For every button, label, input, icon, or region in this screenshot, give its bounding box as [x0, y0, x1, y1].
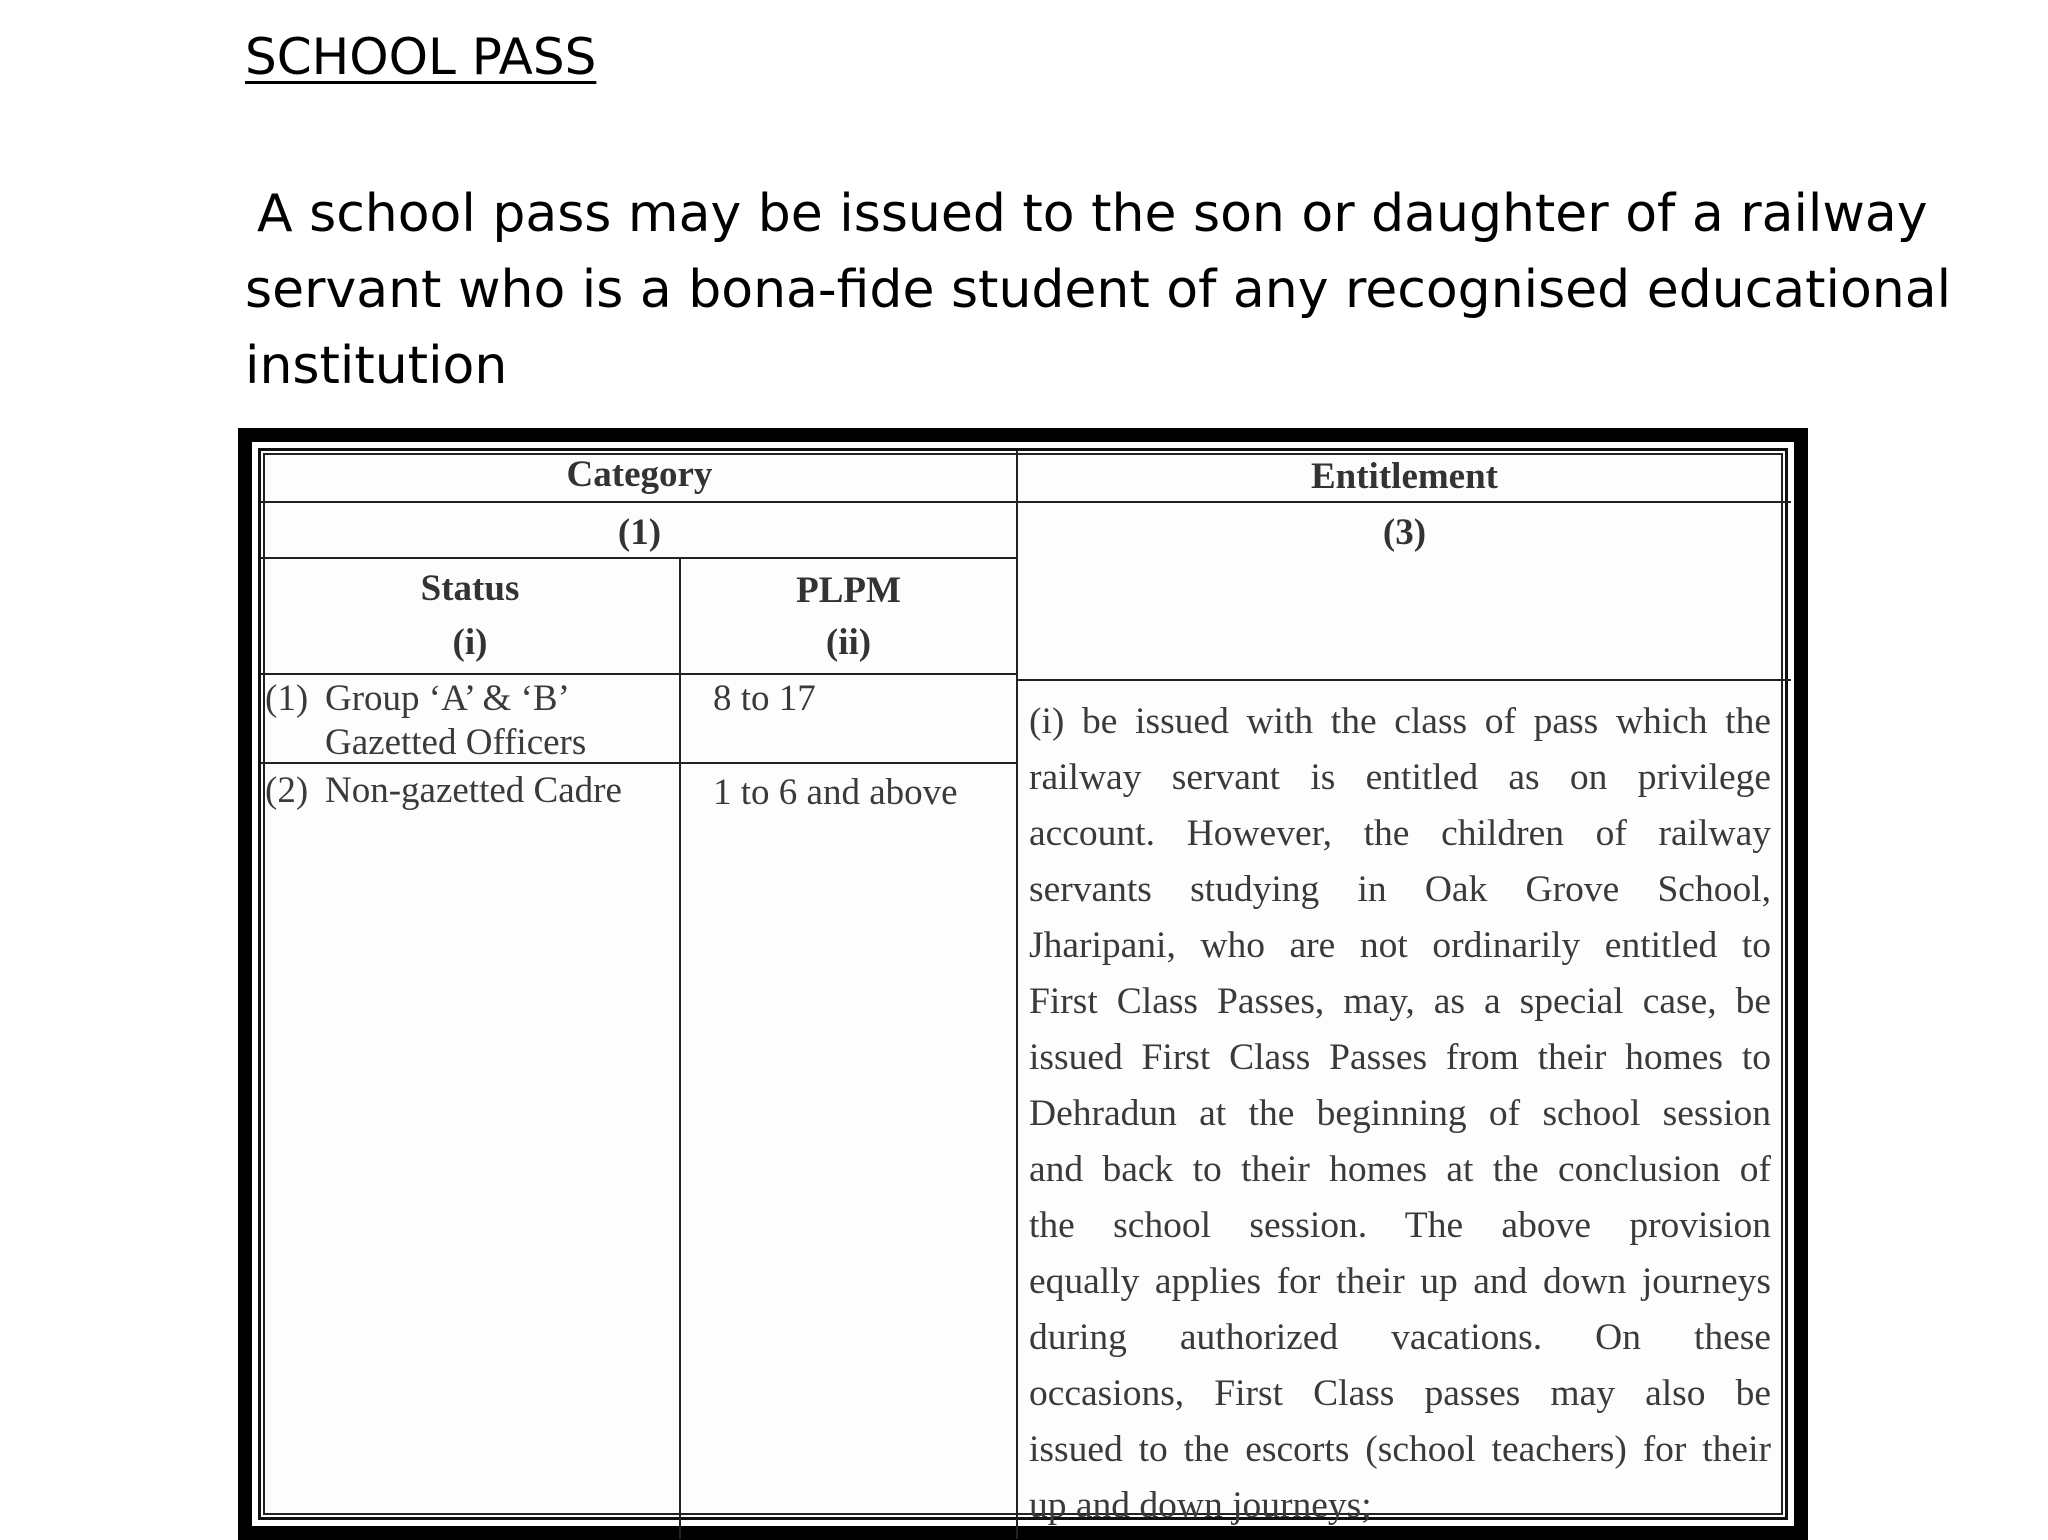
entitlement-line: and back to their homes at the conclusion of: [1029, 1149, 1771, 1190]
intro-line: servant who is a bona-fide student of any recognised educational: [245, 260, 1952, 320]
header-plpm-number: (ii): [825, 622, 872, 663]
entitlement-line: up and down journeys;: [1029, 1485, 1372, 1526]
row-status-line: Group ‘A’ & ‘B’: [325, 678, 570, 719]
intro-paragraph: [245, 176, 1952, 404]
header-status: Status: [420, 568, 520, 609]
entitlement-line: occasions, First Class passes may also be: [1029, 1373, 1771, 1414]
entitlement-line: servants studying in Oak Grove School,: [1029, 869, 1771, 910]
header-entitlement-number: (3): [1382, 512, 1427, 553]
entitlement-table: [258, 448, 1788, 1526]
row-number: (2): [265, 770, 309, 811]
header-plpm: PLPM: [796, 570, 901, 611]
entitlement-table-image: [238, 428, 1808, 1540]
entitlement-line: Jharipani, who are not ordinarily entitled to: [1029, 925, 1771, 966]
intro-line: A school pass may be issued to the son or daughter of a railway: [257, 184, 1928, 244]
row-number: (1): [265, 678, 309, 719]
entitlement-line: First Class Passes, may, as a special case, be: [1029, 981, 1771, 1022]
row-plpm: 8 to 17: [713, 678, 816, 719]
entitlement-line: Dehradun at the beginning of school session: [1029, 1093, 1771, 1134]
row-status-line: Gazetted Officers: [325, 722, 587, 763]
row-plpm: 1 to 6 and above: [713, 772, 958, 813]
row-status-line: Non-gazetted Cadre: [325, 770, 622, 811]
entitlement-line: account. However, the children of railway: [1029, 813, 1771, 854]
table-rule: [261, 501, 1791, 503]
entitlement-text: [1029, 694, 1771, 1534]
intro-line: institution: [245, 336, 508, 396]
table-rule: [1016, 451, 1018, 1539]
header-entitlement: Entitlement: [1310, 456, 1499, 497]
entitlement-line: the school session. The above provision: [1029, 1205, 1771, 1246]
table-rule: [261, 673, 1018, 675]
header-category-number: (1): [617, 512, 662, 553]
header-status-number: (i): [452, 622, 488, 663]
entitlement-line: railway servant is entitled as on privilege: [1029, 757, 1771, 798]
table-rule: [679, 557, 681, 1539]
entitlement-line: (i) be issued with the class of pass which the: [1029, 701, 1771, 742]
entitlement-line: issued First Class Passes from their homes to: [1029, 1037, 1771, 1078]
entitlement-line: issued to the escorts (school teachers) for their: [1029, 1429, 1771, 1470]
table-rule: [261, 557, 1018, 559]
header-category: Category: [566, 454, 713, 495]
entitlement-line: during authorized vacations. On these: [1029, 1317, 1771, 1358]
slide-title: SCHOOL PASS: [245, 28, 597, 86]
table-rule: [1018, 679, 1791, 681]
entitlement-line: equally applies for their up and down journeys: [1029, 1261, 1771, 1302]
